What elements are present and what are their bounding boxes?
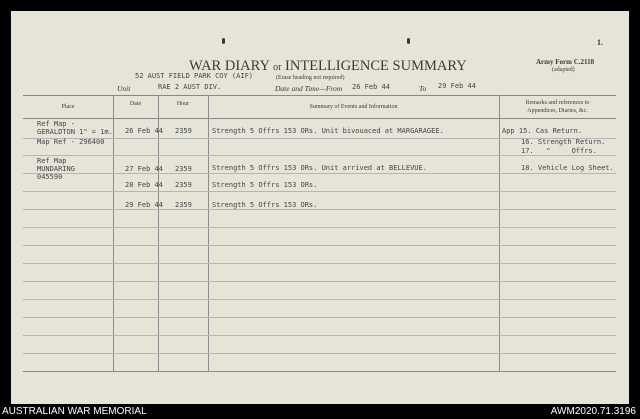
datetime-label: Date and Time—From — [275, 84, 343, 93]
column-header-date: Date — [129, 101, 142, 107]
place-entry: Ref Map — [37, 157, 67, 165]
entry-hour: 2359 — [175, 127, 192, 135]
remarks-header-line-2: Appendices, Diaries, &c. — [527, 108, 588, 114]
remarks-entry: 16. Strength Return. — [521, 138, 606, 146]
row-rule — [23, 209, 616, 210]
place-entry: GERALDTON 1" = 1m. — [37, 128, 113, 136]
entry-date: 26 Feb 44 — [125, 127, 163, 135]
diary-page — [11, 11, 629, 404]
entry-date: 29 Feb 44 — [125, 201, 163, 209]
title-war-diary: WAR DIARY — [189, 58, 270, 74]
table-bottom-rule — [23, 371, 616, 372]
to-date: 29 Feb 44 — [438, 82, 476, 90]
row-rule — [23, 335, 616, 336]
table-header-rule — [23, 118, 616, 119]
entry-summary: Strength 5 Offrs 153 ORs. — [212, 181, 318, 189]
entry-hour: 2359 — [175, 165, 192, 173]
footer-accession-number: AWM2020.71.3196 — [550, 406, 636, 417]
row-rule — [23, 353, 616, 354]
row-rule — [23, 245, 616, 246]
title-intelligence-summary: INTELLIGENCE SUMMARY — [285, 58, 467, 74]
entry-date: 27 Feb 44 — [125, 165, 163, 173]
punch-hole-left — [222, 38, 225, 44]
row-rule — [23, 299, 616, 300]
remarks-entry: 18. Vehicle Log Sheet. — [521, 164, 614, 172]
place-entry: Map Ref - 296400 — [37, 138, 105, 146]
row-rule — [23, 173, 616, 174]
place-entry: Ref Map - — [37, 120, 75, 128]
unit-typed: 52 AUST FIELD PARK COY (AIF) — [135, 72, 254, 80]
row-rule — [23, 317, 616, 318]
corner-page-mark: 1. — [597, 38, 603, 47]
entry-summary: Strength 5 Offrs 153 ORs. — [212, 201, 318, 209]
army-form-number: Army Form C.2118 — [536, 58, 595, 66]
column-divider — [499, 95, 500, 371]
row-rule — [23, 191, 616, 192]
row-rule — [23, 281, 616, 282]
unit-label: Unit — [117, 84, 131, 93]
title-or: or — [273, 62, 282, 73]
place-entry: MUNDARING — [37, 165, 75, 173]
row-rule — [23, 263, 616, 264]
entry-hour: 2359 — [175, 201, 192, 209]
remarks-header-line-1: Remarks and references to — [525, 100, 590, 106]
column-header-hour: Hour — [176, 101, 190, 107]
entry-summary: Strength 5 Offrs 153 ORs. Unit arrived at BELLEVUE. — [212, 164, 427, 172]
column-header-summary: Summary of Events and Information — [309, 104, 398, 110]
column-divider — [113, 95, 114, 371]
table-top-rule — [23, 95, 616, 96]
punch-hole-right — [407, 38, 410, 44]
column-header-place: Place — [61, 104, 75, 110]
column-divider — [158, 95, 159, 371]
form-subtitle: (Erase heading not required) — [276, 75, 345, 81]
to-label: To — [419, 84, 427, 93]
remarks-entry: 17. " Offrs. — [521, 147, 597, 155]
entry-summary: Strength 5 Offrs 153 ORs. Unit bivouaced at MARGARAGEE. — [212, 127, 444, 135]
army-form-adapted: (adapted) — [552, 67, 575, 73]
entry-date: 28 Feb 44 — [125, 181, 163, 189]
row-rule — [23, 227, 616, 228]
footer-source: AUSTRALIAN WAR MEMORIAL — [2, 406, 147, 417]
unit-value: RAE 2 AUST DIV. — [158, 83, 222, 91]
column-header-remarks — [499, 99, 616, 115]
place-entry: 045590 — [37, 173, 63, 181]
from-date: 26 Feb 44 — [352, 83, 390, 91]
column-divider — [208, 95, 209, 371]
remarks-entry: App 15. Cas Return. — [502, 127, 583, 135]
entry-hour: 2359 — [175, 181, 192, 189]
row-rule — [23, 155, 616, 156]
